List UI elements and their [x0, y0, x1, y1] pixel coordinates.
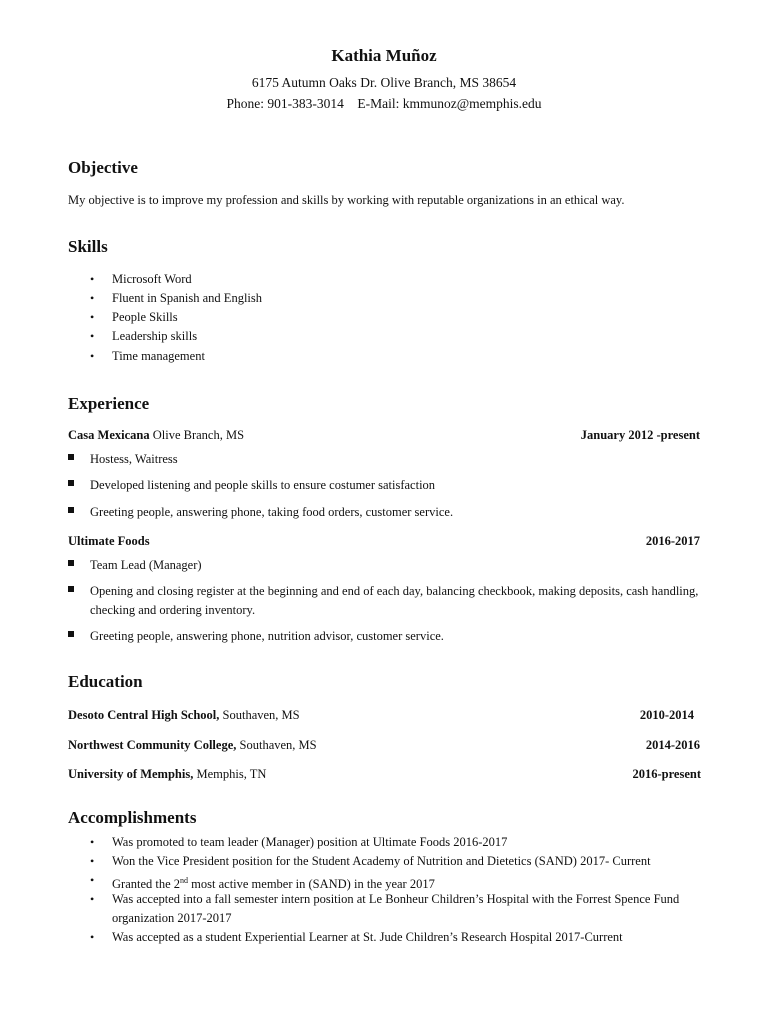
contact-info: Phone: 901-383-3014 E-Mail: kmmunoz@memphis.edu — [226, 96, 542, 111]
accomplishment-item: • Was accepted into a fall semester intern position at Le Bonheur Children’s Hospital with the Forrest Spence Fund organization 2017-2017 — [90, 892, 680, 925]
accomplishment-item: • Won the Vice President position for the Student Academy of Nutrition and Dietetics (SAND) 2017- Current — [90, 854, 651, 868]
school-dates: 2016-present — [632, 767, 701, 781]
job-dates: January 2012 -present — [580, 428, 700, 442]
objective-heading: Objective — [68, 158, 138, 177]
job-dates: 2016-2017 — [645, 534, 700, 548]
experience-heading: Experience — [68, 394, 150, 413]
job-duty: Greeting people, answering phone, nutrition advisor, customer service. — [90, 627, 720, 646]
job-duty: Greeting people, answering phone, taking food orders, customer service. — [90, 503, 720, 522]
school-dates: 2010-2014 — [639, 708, 694, 722]
job-header — [68, 534, 700, 549]
employer-name: Casa Mexicana — [68, 428, 150, 442]
skill-item: • People Skills — [90, 310, 178, 324]
school-location: Southaven, MS — [236, 738, 317, 752]
skills-heading: Skills — [68, 237, 108, 256]
school-name: Desoto Central High School, — [68, 708, 220, 722]
job-header — [68, 428, 700, 443]
education-heading: Education — [68, 672, 143, 691]
candidate-name: Kathia Muñoz — [331, 46, 437, 65]
accomplishment-item: • Was promoted to team leader (Manager) position at Ultimate Foods 2016-2017 — [90, 835, 508, 849]
job-duty: Developed listening and people skills to ensure costumer satisfaction — [90, 476, 720, 495]
job-duty: Hostess, Waitress — [90, 450, 720, 469]
job-duty: Team Lead (Manager) — [90, 556, 720, 575]
school-name: Northwest Community College, — [68, 738, 237, 752]
accomplishment-item: • Was accepted as a student Experiential Learner at St. Jude Children’s Research Hospital 2017-Current — [90, 930, 623, 944]
school-row — [68, 738, 700, 753]
school-name: University of Memphis, — [68, 767, 194, 781]
accomplishment-item: • Granted the 2nd most active member in (SAND) in the year 2017 — [90, 873, 435, 892]
objective-text: My objective is to improve my profession and skills by working with reputable organizations in an ethical way. — [68, 193, 625, 207]
accomplishments-heading: Accomplishments — [68, 808, 197, 827]
skill-item: • Fluent in Spanish and English — [90, 291, 262, 305]
skill-item: • Time management — [90, 349, 205, 363]
employer-location: Olive Branch, MS — [149, 428, 245, 442]
employer-name: Ultimate Foods — [68, 534, 150, 548]
school-location: Memphis, TN — [193, 767, 267, 781]
job-duty: Opening and closing register at the beginning and end of each day, balancing checkbook, making deposits, cash handling, checking and ordering inventory. — [90, 582, 720, 620]
school-location: Southaven, MS — [219, 708, 300, 722]
school-row — [68, 708, 694, 723]
skill-item: • Microsoft Word — [90, 272, 192, 286]
skill-item: • Leadership skills — [90, 329, 198, 343]
address: 6175 Autumn Oaks Dr. Olive Branch, MS 38654 — [251, 75, 517, 90]
school-row — [68, 767, 701, 782]
school-dates: 2014-2016 — [645, 738, 700, 752]
